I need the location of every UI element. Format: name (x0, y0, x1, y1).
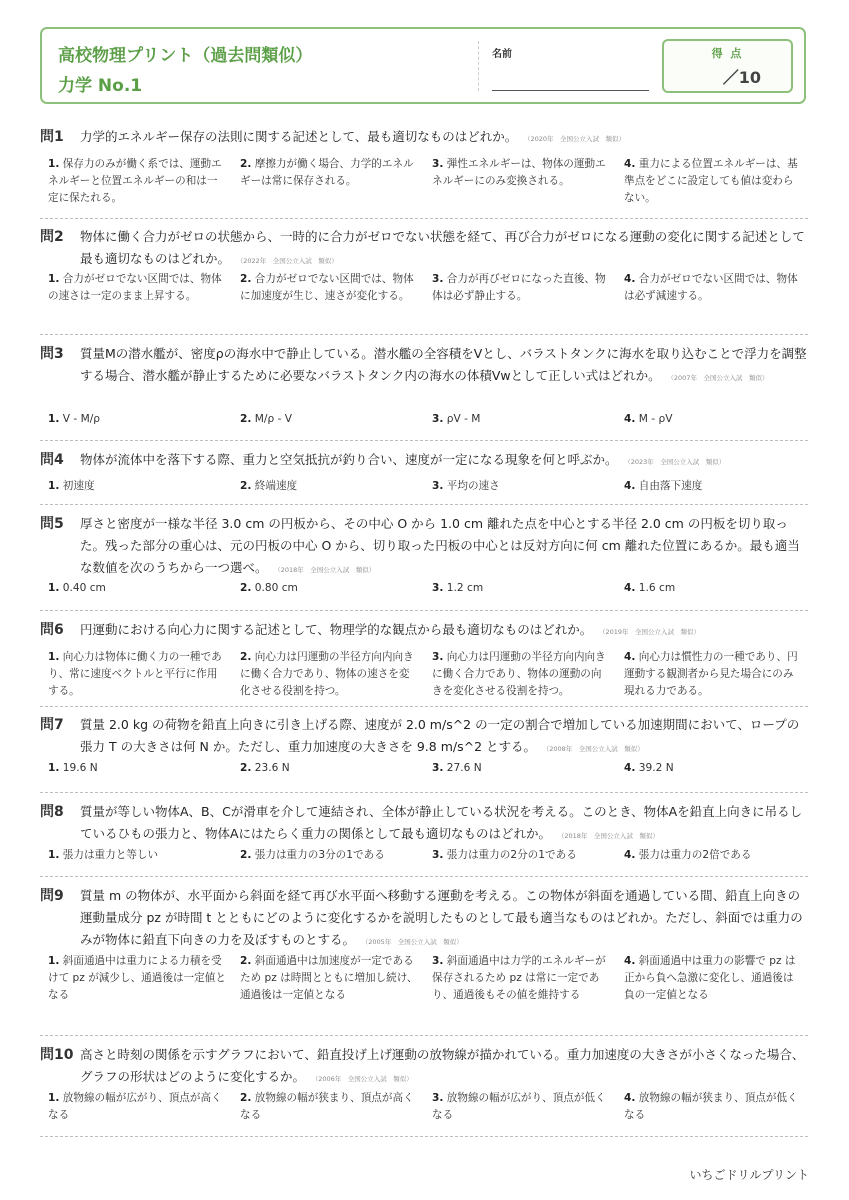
choice-text: 0.80 cm (254, 582, 298, 594)
question-7 (40, 714, 808, 774)
choice-option-4[interactable] (624, 156, 804, 207)
choice-number: 2. (240, 849, 252, 861)
question-1 (40, 126, 808, 204)
choice-option-1[interactable] (48, 271, 228, 305)
question-2 (40, 226, 808, 302)
question-text (80, 714, 808, 760)
choice-option-2[interactable] (240, 847, 420, 864)
choice-text: 19.6 N (62, 762, 98, 774)
choice-number: 1. (48, 651, 60, 663)
question-body: 円運動における向心力に関する記述として、物理学的な観点から最も適切なものはどれか。 (80, 622, 593, 637)
choice-number: 4. (624, 413, 636, 425)
question-separator (40, 440, 808, 441)
choice-number: 3. (432, 955, 444, 967)
question-number: 問7 (40, 717, 64, 733)
worksheet-subtitle: 力学 No.1 (58, 76, 143, 96)
question-separator (40, 334, 808, 335)
question-number: 問10 (40, 1047, 74, 1063)
choice-number: 2. (240, 651, 252, 663)
choice-number: 4. (624, 480, 636, 492)
choice-option-4[interactable] (624, 580, 804, 597)
choice-number: 2. (240, 1092, 252, 1104)
choice-number: 3. (432, 273, 444, 285)
choice-option-4[interactable] (624, 953, 804, 1004)
choice-text: 斜面通過中は重力の影響で pz は正から負へ急激に変化し、通過後は負の一定値となる (624, 955, 796, 1001)
choice-text: 合力がゼロでない区間では、物体に加速度が生じ、速さが変化する。 (240, 273, 414, 302)
question-body: 質量 m の物体が、水平面から斜面を経て再び水平面へ移動する運動を考える。この物体が斜面を通過している間、鉛直上向きの運動量成分 pz が時間 t とともにどのように変化するかを説明したものとして最も適当なものはどれか。ただし、斜面では重力のみが物体に鉛直下向きの力を及ぼすものとする。 (80, 888, 803, 947)
question-source: （2023年 全国公立入試 類似） (627, 458, 726, 466)
choice-text: 合力がゼロでない区間では、物体は必ず減速する。 (624, 273, 798, 302)
choice-number: 1. (48, 480, 60, 492)
choice-number: 1. (48, 1092, 60, 1104)
question-source: （2018年 全国公立入試 類似） (561, 832, 659, 840)
choice-text: 張力は重力の2倍である (638, 849, 752, 861)
choice-number: 3. (432, 762, 444, 774)
choice-option-3[interactable] (432, 271, 612, 305)
choice-text: 張力は重力の2分の1である (446, 849, 577, 861)
choice-option-2[interactable] (240, 271, 420, 305)
question-source: （2005年 全国公立入試 類似） (365, 938, 463, 946)
question-separator (40, 1136, 808, 1137)
question-number: 問1 (40, 129, 64, 145)
question-body: 厚さと密度が一様な半径 3.0 cm の円板から、その中心 O から 1.0 cm 離れた点を中心とする半径 2.0 cm の円板を切り取った。残った部分の重心は、元の円板の中心 O から、切り取った円板の中心とは反対方向に何 cm 離れた位置にあるか。最も適当な数値を次のうちから一つ選べ。 (80, 516, 800, 575)
choice-number: 4. (624, 158, 636, 170)
choice-number: 2. (240, 273, 252, 285)
question-number: 問2 (40, 229, 64, 245)
question-text (80, 126, 808, 150)
choice-option-3[interactable] (432, 953, 612, 1004)
question-body: 力学的エネルギー保存の法則に関する記述として、最も適切なものはどれか。 (80, 129, 518, 144)
choice-option-2[interactable] (240, 411, 420, 428)
question-separator (40, 610, 808, 611)
choice-option-3[interactable] (432, 411, 612, 428)
question-6 (40, 619, 808, 697)
score-label: 得 点 (711, 47, 744, 60)
choice-text: ρV - M (446, 413, 481, 425)
choice-option-1[interactable] (48, 580, 228, 597)
question-3 (40, 343, 808, 425)
choice-option-4[interactable] (624, 411, 804, 428)
choice-text: 弾性エネルギーは、物体の運動エネルギーにのみ変換される。 (432, 158, 606, 187)
choice-option-4[interactable] (624, 649, 804, 700)
choice-text: 向心力は慣性力の一種であり、円運動する観測者から見た場合にのみ現れる力である。 (624, 651, 798, 697)
choice-option-1[interactable] (48, 847, 228, 864)
choice-text: 斜面通過中は重力による力積を受けて pz が減少し、通過後は一定値となる (48, 955, 226, 1001)
choice-number: 3. (432, 651, 444, 663)
choice-text: 斜面通過中は加速度が一定であるため pz は時間とともに増加し続け、通過後は一定値となる (240, 955, 418, 1001)
question-number: 問8 (40, 804, 64, 820)
question-5 (40, 513, 808, 594)
choice-number: 1. (48, 273, 60, 285)
question-number: 問4 (40, 452, 64, 468)
choice-number: 2. (240, 480, 252, 492)
question-number: 問9 (40, 888, 64, 904)
choice-text: 摩擦力が働く場合、力学的エネルギーは常に保存される。 (240, 158, 414, 187)
question-text (80, 885, 808, 953)
choice-option-2[interactable] (240, 1090, 420, 1124)
choice-text: V - M/ρ (62, 413, 101, 425)
choice-option-3[interactable] (432, 760, 612, 777)
choice-list (40, 1090, 808, 1140)
header-divider (478, 41, 479, 91)
question-9 (40, 885, 808, 1001)
choice-number: 1. (48, 955, 60, 967)
choice-option-3[interactable] (432, 847, 612, 864)
choice-text: 放物線の幅が狭まり、頂点が高くなる (240, 1092, 414, 1121)
choice-number: 1. (48, 158, 60, 170)
choice-number: 4. (624, 582, 636, 594)
choice-number: 4. (624, 955, 636, 967)
choice-text: 重力による位置エネルギーは、基準点をどこに設定しても値は変わらない。 (624, 158, 798, 204)
choice-number: 1. (48, 849, 60, 861)
choice-option-4[interactable] (624, 1090, 804, 1124)
question-separator (40, 706, 808, 707)
question-separator (40, 792, 808, 793)
choice-text: 斜面通過中は力学的エネルギーが保存されるため pz は常に一定であり、通過後もその値を維持する (432, 955, 606, 1001)
name-field[interactable] (492, 90, 649, 91)
choice-list (40, 156, 808, 206)
worksheet-title: 高校物理プリント（過去問類似） (58, 46, 313, 66)
question-separator (40, 876, 808, 877)
choice-text: 向心力は円運動の半径方向内向きに働く合力であり、物体の速さを変化させる役割を持つ。 (240, 651, 414, 697)
choice-text: 張力は重力と等しい (62, 849, 159, 861)
score-box (662, 39, 793, 93)
choice-option-2[interactable] (240, 760, 420, 777)
question-text (80, 619, 808, 643)
choice-text: 保存力のみが働く系では、運動エネルギーと位置エネルギーの和は一定に保たれる。 (48, 158, 222, 204)
question-body: 高さと時刻の関係を示すグラフにおいて、鉛直投げ上げ運動の放物線が描かれている。重力加速度の大きさが小さくなった場合、グラフの形状はどのように変化するか。 (80, 1047, 805, 1084)
choice-option-4[interactable] (624, 760, 804, 777)
question-body: 質量 2.0 kg の荷物を鉛直上向きに引き上げる際、速度が 2.0 m/s^2 の一定の割合で増加している加速期間において、ロープの張力 T の大きさは何 N か。ただし、重力加速度の大きさを 9.8 m/s^2 とする。 (80, 717, 800, 754)
question-10 (40, 1044, 808, 1121)
name-label: 名前 (492, 49, 512, 60)
choice-option-2[interactable] (240, 580, 420, 597)
choice-number: 3. (432, 582, 444, 594)
choice-number: 3. (432, 158, 444, 170)
question-source: （2007年 全国公立入試 類似） (670, 374, 769, 382)
choice-number: 1. (48, 582, 60, 594)
choice-option-2[interactable] (240, 156, 420, 190)
choice-number: 4. (624, 762, 636, 774)
choice-number: 1. (48, 762, 60, 774)
choice-text: 張力は重力の3分の1である (254, 849, 385, 861)
question-number: 問6 (40, 622, 64, 638)
choice-option-3[interactable] (432, 649, 612, 700)
question-source: （2019年 全国公立入試 類似） (602, 628, 701, 636)
choice-text: 0.40 cm (62, 582, 106, 594)
choice-text: 合力が再びゼロになった直後、物体は必ず静止する。 (432, 273, 606, 302)
choice-option-4[interactable] (624, 271, 804, 305)
choice-text: 向心力は物体に働く力の一種であり、常に速度ベクトルと平行に作用する。 (48, 651, 222, 697)
question-source: （2006年 全国公立入試 類似） (315, 1075, 413, 1083)
choice-number: 4. (624, 273, 636, 285)
choice-list (40, 649, 808, 699)
question-body: 物体が流体中を落下する際、重力と空気抵抗が釣り合い、速度が一定になる現象を何と呼ぶか。 (80, 452, 618, 467)
choice-option-1[interactable] (48, 478, 228, 495)
choice-text: M - ρV (638, 413, 673, 425)
choice-text: 1.2 cm (446, 582, 484, 594)
footer-brand: いちごドリルプリント (689, 1168, 809, 1182)
choice-number: 3. (432, 1092, 444, 1104)
choice-number: 3. (432, 413, 444, 425)
question-source: （2022年 全国公立入試 類似） (240, 257, 338, 265)
question-source: （2018年 全国公立入試 類似） (277, 566, 376, 574)
choice-text: 平均の速さ (446, 480, 500, 492)
choice-option-2[interactable] (240, 649, 420, 700)
choice-text: 放物線の幅が狭まり、頂点が低くなる (624, 1092, 798, 1121)
choice-number: 2. (240, 762, 252, 774)
choice-text: 1.6 cm (638, 582, 676, 594)
choice-text: 初速度 (62, 480, 95, 492)
question-text (80, 513, 808, 581)
question-number: 問5 (40, 516, 64, 532)
choice-option-2[interactable] (240, 953, 420, 1004)
choice-number: 2. (240, 158, 252, 170)
choice-number: 2. (240, 582, 252, 594)
choice-option-3[interactable] (432, 1090, 612, 1124)
choice-option-4[interactable] (624, 478, 804, 495)
question-text (80, 1044, 808, 1090)
choice-text: 向心力は円運動の半径方向内向きに働く合力であり、物体の運動の向きを変化させる役割を持つ。 (432, 651, 606, 697)
choice-text: 自由落下速度 (638, 480, 703, 492)
question-separator (40, 1035, 808, 1036)
question-source: （2020年 全国公立入試 類似） (527, 135, 626, 143)
choice-text: 合力がゼロでない区間では、物体の速さは一定のまま上昇する。 (48, 273, 222, 302)
choice-option-3[interactable] (432, 478, 612, 495)
question-source: （2008年 全国公立入試 類似） (546, 745, 644, 753)
choice-option-3[interactable] (432, 156, 612, 190)
choice-option-1[interactable] (48, 411, 228, 428)
choice-text: 終端速度 (254, 480, 298, 492)
choice-option-3[interactable] (432, 580, 612, 597)
question-text (80, 801, 808, 847)
choice-text: M/ρ - V (254, 413, 293, 425)
choice-number: 4. (624, 651, 636, 663)
score-value: ／10 (722, 68, 761, 87)
question-body: 物体に働く合力がゼロの状態から、一時的に合力がゼロでない状態を経て、再び合力がゼロになる運動の変化に関する記述として最も適切なものはどれか。 (80, 229, 805, 266)
choice-list (40, 953, 808, 1003)
choice-number: 3. (432, 849, 444, 861)
question-4 (40, 449, 808, 492)
choice-number: 1. (48, 413, 60, 425)
choice-option-4[interactable] (624, 847, 804, 864)
question-text (80, 343, 808, 389)
question-body: 質量Mの潜水艦が、密度ρの海水中で静止している。潜水艦の全容積をVとし、バラストタンクに海水を取り込むことで浮力を調整する場合、潜水艦が静止するために必要なバラストタンク内の海水の体積Vwとして正しい式はどれか。 (80, 346, 807, 383)
choice-option-1[interactable] (48, 649, 228, 700)
choice-number: 4. (624, 849, 636, 861)
question-number: 問3 (40, 346, 64, 362)
choice-option-1[interactable] (48, 1090, 228, 1124)
worksheet-header (40, 27, 806, 104)
choice-option-1[interactable] (48, 760, 228, 777)
question-separator (40, 504, 808, 505)
question-separator (40, 218, 808, 219)
choice-text: 27.6 N (446, 762, 482, 774)
choice-option-2[interactable] (240, 478, 420, 495)
choice-list (40, 271, 808, 321)
question-text (80, 449, 808, 473)
choice-text: 39.2 N (638, 762, 674, 774)
choice-number: 2. (240, 413, 252, 425)
question-text (80, 226, 808, 272)
question-8 (40, 801, 808, 861)
question-body: 質量が等しい物体A、B、Cが滑車を介して連結され、全体が静止している状況を考える。このとき、物体Aを鉛直上向きに吊るしているひもの張力と、物体Aにはたらく重力の関係として最も適切なものはどれか。 (80, 804, 803, 841)
choice-number: 4. (624, 1092, 636, 1104)
choice-number: 3. (432, 480, 444, 492)
choice-text: 放物線の幅が広がり、頂点が低くなる (432, 1092, 606, 1121)
choice-option-1[interactable] (48, 156, 228, 207)
choice-text: 放物線の幅が広がり、頂点が高くなる (48, 1092, 222, 1121)
choice-text: 23.6 N (254, 762, 290, 774)
choice-option-1[interactable] (48, 953, 228, 1004)
choice-number: 2. (240, 955, 252, 967)
